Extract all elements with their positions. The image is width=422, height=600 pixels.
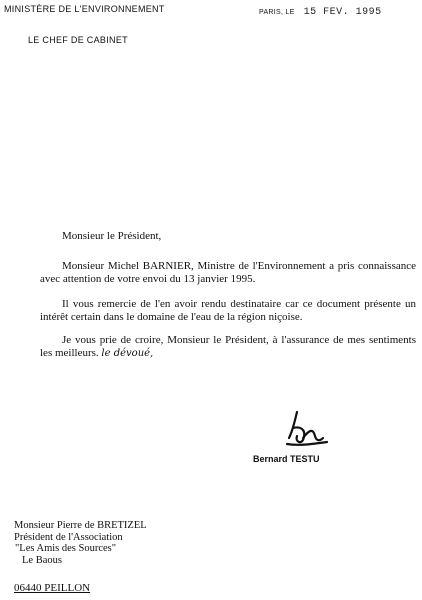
paragraph-2: Il vous remercie de l'en avoir rendu destinataire car ce document présente un intérêt certain dans le domaine de l'eau de la région niçoise. bbox=[40, 298, 416, 323]
address-line: "Les Amis des Sources" bbox=[15, 543, 117, 554]
signer-name: Bernard TESTU bbox=[253, 454, 320, 464]
closing-text: Je vous prie de croire, Monsieur le Président, à l'assurance de mes sentiments les meilleurs. bbox=[40, 334, 416, 359]
address-line: Le Baous bbox=[22, 554, 62, 566]
date-stamp: 15 FEV. 1995 bbox=[303, 7, 382, 18]
paragraph-1: Monsieur Michel BARNIER, Ministre de l'Environnement a pris connaissance avec attention de votre envoi du 13 janvier 1995. bbox=[40, 260, 416, 285]
recipient-address bbox=[14, 520, 147, 566]
handwritten-note: le dévoué, bbox=[101, 348, 154, 359]
address-line: Président de l'Association bbox=[14, 531, 123, 543]
postal-code-city: 06440 PEILLON bbox=[14, 582, 91, 594]
ministry-heading: MINISTÈRE DE L'ENVIRONNEMENT bbox=[4, 4, 165, 14]
address-line: Monsieur Pierre de BRETIZEL bbox=[14, 520, 147, 531]
salutation: Monsieur le Président, bbox=[62, 230, 162, 242]
place-label: PARIS, LE bbox=[259, 9, 295, 16]
office-heading: LE CHEF DE CABINET bbox=[28, 35, 128, 45]
handwritten-signature bbox=[283, 408, 333, 452]
place-date bbox=[259, 7, 382, 18]
paragraph-3 bbox=[40, 334, 416, 360]
